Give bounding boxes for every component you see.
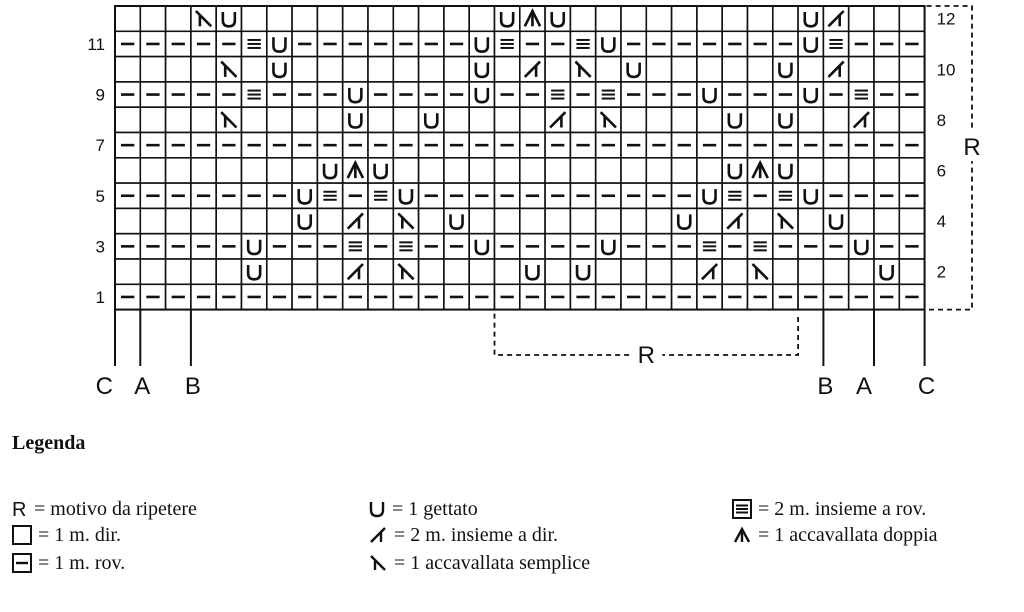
- size-mark-label: A: [855, 373, 872, 400]
- chart-cell: [545, 208, 570, 233]
- chart-cell: [621, 6, 646, 31]
- chart-cell: [495, 57, 520, 82]
- chart-cell: [419, 6, 444, 31]
- chart-cell: [393, 107, 418, 132]
- chart-cell: [140, 57, 165, 82]
- chart-cell: [621, 158, 646, 183]
- chart-cell: [545, 158, 570, 183]
- chart-cell: [419, 57, 444, 82]
- chart-cell: [823, 158, 848, 183]
- chart-cell: [317, 208, 342, 233]
- chart-cell: [292, 158, 317, 183]
- row-number-right: 6: [936, 161, 947, 181]
- chart-cell: [899, 6, 924, 31]
- row-number-left: 7: [95, 136, 105, 156]
- chart-cell: [419, 208, 444, 233]
- chart-cell: [495, 158, 520, 183]
- chart-cell: [469, 208, 494, 233]
- size-mark-label: B: [817, 373, 834, 400]
- chart-cell: [242, 158, 267, 183]
- chart-cell: [495, 208, 520, 233]
- chart-cell: [191, 158, 216, 183]
- chart-cell: [697, 57, 722, 82]
- chart-cell: [798, 158, 823, 183]
- chart-cell: [267, 107, 292, 132]
- chart-cell: [317, 107, 342, 132]
- chart-cell: [343, 57, 368, 82]
- row-number-left: 9: [95, 85, 105, 105]
- chart-cell: [317, 6, 342, 31]
- legend-purl-text: = 1 m. rov.: [38, 551, 126, 574]
- chart-cell: [570, 107, 595, 132]
- chart-cell: [697, 208, 722, 233]
- chart-cell: [570, 6, 595, 31]
- chart-cell: [773, 259, 798, 284]
- chart-cell: [216, 158, 241, 183]
- chart-cell: [798, 208, 823, 233]
- chart-cell: [596, 158, 621, 183]
- size-mark-label: C: [917, 373, 936, 400]
- legend-item-ssk: [368, 550, 590, 576]
- legend-knit-text: = 1 m. dir.: [38, 523, 121, 546]
- legend-repeat-text: = motivo da ripetere: [34, 497, 197, 520]
- chart-cell: [773, 6, 798, 31]
- chart-cell: [722, 57, 747, 82]
- chart-cell: [849, 57, 874, 82]
- row-number-right: 2: [936, 262, 947, 282]
- row-number-right: 12: [936, 9, 956, 29]
- chart-cell: [874, 158, 899, 183]
- chart-cell: [849, 6, 874, 31]
- chart-cell: [292, 259, 317, 284]
- legend-item-repeat: [12, 496, 197, 522]
- chart-cell: [368, 6, 393, 31]
- chart-cell: [646, 57, 671, 82]
- chart-cell: [419, 259, 444, 284]
- chart-cell: [596, 57, 621, 82]
- legend-item-purl: [12, 550, 125, 576]
- yarn-over-icon: [368, 499, 386, 519]
- chart-cell: [368, 107, 393, 132]
- chart-cell: [115, 208, 140, 233]
- row-number-right: 8: [936, 110, 947, 130]
- chart-cell: [216, 259, 241, 284]
- row-number-right: 10: [936, 60, 956, 80]
- chart-cell: [899, 158, 924, 183]
- chart-cell: [672, 57, 697, 82]
- legend-ssk-text: = 1 accavallata semplice: [394, 551, 591, 574]
- chart-cell: [899, 208, 924, 233]
- chart-cell: [570, 158, 595, 183]
- p2tog-icon: [732, 499, 752, 519]
- chart-cell: [267, 158, 292, 183]
- chart-cell: [191, 107, 216, 132]
- row-number-left: 3: [95, 237, 105, 257]
- chart-cell: [646, 259, 671, 284]
- chart-cell: [697, 6, 722, 31]
- chart-cell: [166, 57, 191, 82]
- legend-double-decrease-text: = 1 accavallata doppia: [758, 523, 938, 546]
- chart-cell: [697, 158, 722, 183]
- chart-cell: [166, 158, 191, 183]
- legend-title: Legenda: [12, 432, 86, 454]
- legend-item-k2tog: [368, 522, 558, 548]
- chart-cell: [874, 6, 899, 31]
- chart-cell: [520, 107, 545, 132]
- chart-cell: [849, 259, 874, 284]
- row-number-left: 11: [87, 34, 105, 54]
- chart-cell: [469, 107, 494, 132]
- chart-cell: [393, 57, 418, 82]
- chart-cell: [140, 6, 165, 31]
- chart-cell: [166, 208, 191, 233]
- repeat-label-bottom: R: [637, 342, 655, 369]
- chart-cell: [545, 57, 570, 82]
- chart-cell: [317, 259, 342, 284]
- legend-item-double-decrease: [732, 522, 938, 548]
- chart-cell: [545, 259, 570, 284]
- chart-cell: [368, 208, 393, 233]
- chart-cell: [899, 259, 924, 284]
- chart-cell: [596, 259, 621, 284]
- chart-cell: [798, 259, 823, 284]
- chart-cell: [242, 57, 267, 82]
- chart-cell: [621, 107, 646, 132]
- chart-cell: [166, 107, 191, 132]
- chart-cell: [343, 6, 368, 31]
- chart-cell: [849, 158, 874, 183]
- chart-cell: [899, 57, 924, 82]
- legend-item-knit: [12, 522, 121, 548]
- chart-cell: [469, 6, 494, 31]
- chart-cell: [166, 259, 191, 284]
- chart-cell: [672, 158, 697, 183]
- chart-cell: [393, 6, 418, 31]
- chart-cell: [697, 107, 722, 132]
- chart-cell: [216, 208, 241, 233]
- chart-cell: [823, 107, 848, 132]
- chart-cell: [798, 107, 823, 132]
- chart-cell: [444, 158, 469, 183]
- chart-cell: [191, 57, 216, 82]
- chart-cell: [368, 57, 393, 82]
- chart-cell: [748, 107, 773, 132]
- chart-cell: [570, 208, 595, 233]
- chart-cell: [140, 259, 165, 284]
- chart-cell: [748, 57, 773, 82]
- chart-cell: [292, 6, 317, 31]
- chart-cell: [292, 107, 317, 132]
- chart-cell: [317, 57, 342, 82]
- size-mark-label: B: [184, 373, 201, 400]
- chart-cell: [899, 107, 924, 132]
- chart-cell: [267, 208, 292, 233]
- chart-cell: [722, 6, 747, 31]
- double-decrease-icon: [732, 525, 752, 545]
- chart-cell: [748, 208, 773, 233]
- repeat-label-right: R: [963, 134, 981, 162]
- chart-cell: [115, 259, 140, 284]
- chart-cell: [419, 158, 444, 183]
- chart-cell: [469, 259, 494, 284]
- chart-cell: [140, 158, 165, 183]
- chart-cell: [115, 6, 140, 31]
- chart-cell: [672, 259, 697, 284]
- row-number-left: 1: [95, 287, 105, 307]
- chart-cell: [393, 158, 418, 183]
- chart-cell: [495, 259, 520, 284]
- chart-cell: [267, 6, 292, 31]
- chart-cell: [444, 107, 469, 132]
- legend-item-yarn-over: [368, 496, 478, 522]
- chart-cell: [166, 6, 191, 31]
- chart-cell: [444, 57, 469, 82]
- row-number-left: 5: [95, 186, 105, 206]
- chart-cell: [874, 107, 899, 132]
- chart-cell: [292, 57, 317, 82]
- chart-cell: [722, 259, 747, 284]
- knit-square-icon: [12, 525, 32, 545]
- chart-cell: [444, 6, 469, 31]
- size-mark-label: A: [134, 373, 151, 400]
- chart-cell: [140, 208, 165, 233]
- chart-cell: [495, 107, 520, 132]
- chart-cell: [748, 6, 773, 31]
- ssk-icon: [368, 553, 388, 573]
- chart-cell: [672, 6, 697, 31]
- chart-cell: [646, 6, 671, 31]
- chart-cell: [444, 259, 469, 284]
- chart-cell: [849, 208, 874, 233]
- chart-cell: [242, 208, 267, 233]
- chart-cell: [191, 208, 216, 233]
- chart-cell: [646, 107, 671, 132]
- chart-cell: [242, 107, 267, 132]
- chart-cell: [874, 57, 899, 82]
- row-number-right: 4: [936, 212, 947, 232]
- k2tog-icon: [368, 525, 388, 545]
- chart-cell: [520, 158, 545, 183]
- chart-cell: [621, 208, 646, 233]
- chart-cell: [115, 107, 140, 132]
- chart-cell: [267, 259, 292, 284]
- chart-cell: [874, 208, 899, 233]
- chart-cell: [140, 107, 165, 132]
- svg-text:R: R: [12, 499, 27, 519]
- chart-cell: [823, 259, 848, 284]
- repeat-icon: [12, 499, 28, 519]
- chart-cell: [596, 208, 621, 233]
- chart-cell: [646, 208, 671, 233]
- legend-item-p2tog: [732, 496, 926, 522]
- chart-cell: [621, 259, 646, 284]
- legend-k2tog-text: = 2 m. insieme a dir.: [394, 523, 559, 546]
- chart-cell: [798, 57, 823, 82]
- chart-cell: [520, 208, 545, 233]
- purl-square-icon: [12, 553, 32, 573]
- legend-p2tog-text: = 2 m. insieme a rov.: [758, 497, 927, 520]
- chart-cell: [646, 158, 671, 183]
- chart-cell: [596, 6, 621, 31]
- legend-yarn-over-text: = 1 gettato: [392, 497, 478, 520]
- size-mark-label: C: [95, 373, 113, 400]
- chart-cell: [368, 259, 393, 284]
- chart-cell: [191, 259, 216, 284]
- chart-cell: [242, 6, 267, 31]
- chart-cell: [115, 158, 140, 183]
- chart-cell: [115, 57, 140, 82]
- chart-cell: [672, 107, 697, 132]
- chart-cell: [469, 158, 494, 183]
